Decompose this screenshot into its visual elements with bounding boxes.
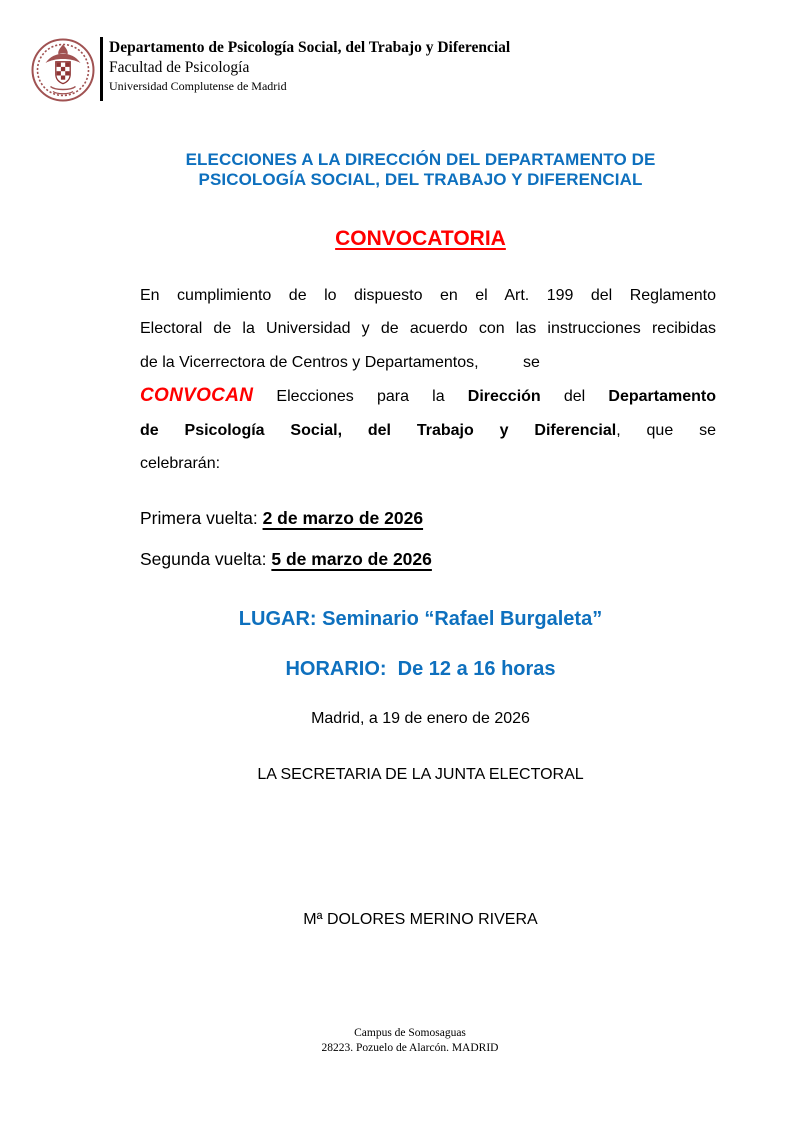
convocatoria-heading-text: CONVOCATORIA [335,227,506,250]
paragraph-line-5-rest: , que se [616,421,716,439]
main-paragraph [140,279,716,480]
footer-campus-line: Campus de Somosaguas [354,1027,466,1039]
document-title-line2: PSICOLOGÍA SOCIAL, DEL TRABAJO Y DIFERENCIAL [198,169,643,189]
election-dates [140,504,716,573]
paragraph-line-1: En cumplimiento de lo dispuesto en el Art. 199 del Reglamento [140,287,716,304]
paragraph-line-2: Electoral de la Universidad y de acuerdo con las instrucciones recibidas [140,320,716,338]
letterhead-faculty: Facultad de Psicología [109,59,250,76]
signature-date-line: Madrid, a 19 de enero de 2026 [311,710,530,728]
del-word: del [563,388,586,406]
letterhead-university: Universidad Complutense de Madrid [109,79,287,93]
letterhead-text [109,36,510,95]
second-round-date: 5 de marzo de 2026 [271,549,432,570]
department-name-bold: de Psicología Social, del Trabajo y Diferencial [140,421,617,439]
ucm-seal-icon [30,36,96,104]
letterhead-department: Departamento de Psicología Social, del Trabajo y Diferencial [109,39,511,56]
convocan-word: CONVOCAN [140,385,254,407]
first-round-label: Primera vuelta: [140,508,258,529]
second-round-line [140,545,716,573]
schedule-line: HORARIO: De 12 a 16 horas [285,658,556,681]
direccion-word: Dirección [467,388,541,406]
second-round-label: Segunda vuelta: [140,549,267,570]
secretary-title-line: LA SECRETARIA DE LA JUNTA ELECTORAL [257,766,584,784]
paragraph-line-3: de la Vicerrectora de Centros y Departamentos, se [140,353,540,371]
footer-address-line: 28223. Pozuelo de Alarcón. MADRID [321,1041,499,1054]
paragraph-line-4 [140,379,716,413]
paragraph-line-5 [140,414,716,447]
paragraph-line-6: celebrarán: [140,455,221,473]
header-divider [100,37,103,101]
convocatoria-heading [125,227,716,250]
signer-name: Mª DOLORES MERINO RIVERA [303,911,538,929]
first-round-date: 2 de marzo de 2026 [262,508,424,529]
page-footer [0,1026,794,1055]
letterhead [30,36,510,104]
first-round-line [140,504,716,532]
departamento-word: Departamento [608,388,716,406]
venue-line: LUGAR: Seminario “Rafael Burgaleta” [238,608,603,631]
document-title-line1: ELECCIONES A LA DIRECCIÓN DEL DEPARTAMENTO DE [185,150,656,169]
document-body [140,150,716,931]
document-title [125,150,716,189]
paragraph-line-4-text: Elecciones para la [276,388,445,406]
